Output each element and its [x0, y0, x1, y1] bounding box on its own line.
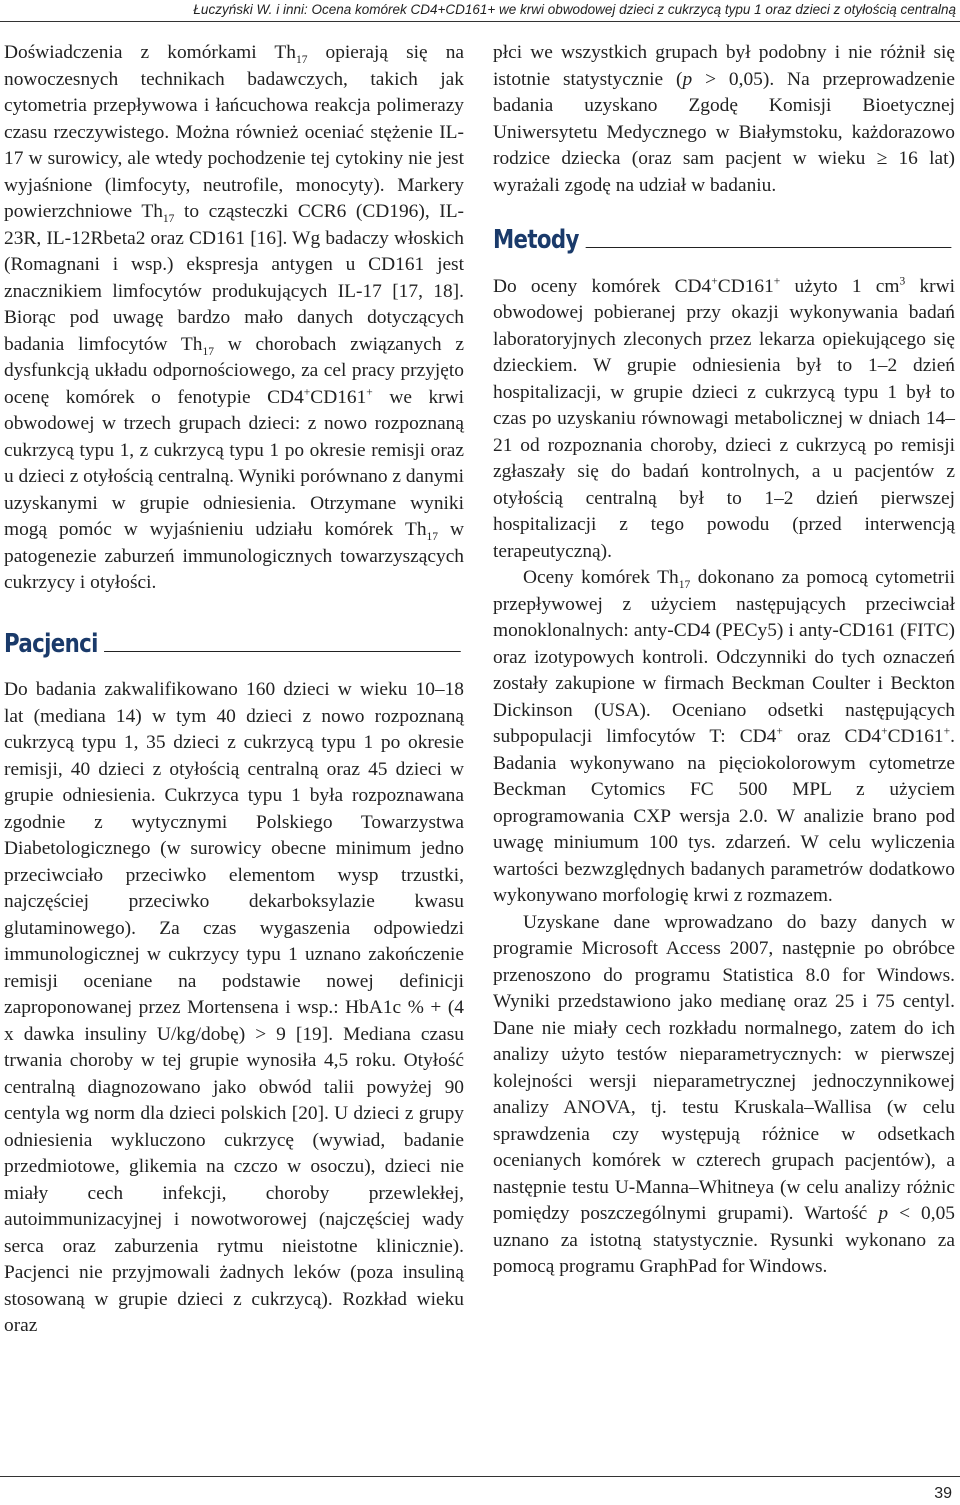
heading-rule: [104, 651, 460, 652]
left-column: [4, 40, 464, 1340]
section-heading-metody: [493, 227, 951, 254]
methods-paragraph-1: Do oceny komórek CD4+CD161+ użyto 1 $cm^3$ krwi obwodowej pobieranej przy okazji wykonywania badań laboratoryjnych zleconych przez lekarza opiekującego się dzieckiem. W grupie odniesienia był to 1–2 dzień hospitalizacji, w grupie dzieci z cukrzycą typu 1 był to czas po uzyskaniu równowagi metabolicznej w dniach 14–21 od rozpoznania choroby, dzieci z cukrzycą po remisji zgłaszały się do badań kontrolnych, a u pacjentów z otyłością centralną był to 1–2 dzień pierwszej hospitalizacji z tego powodu (przed interwencją terapeutyczną).: [493, 275, 955, 562]
patients-paragraph: Do badania zakwalifikowano 160 dzieci w wieku 10–18 lat (mediana 14) w tym 40 dzieci z nowo rozpoznaną cukrzycą typu 1, 35 dzieci z cukrzycą typu 1 po okresie remisji, 40 dzieci z otyłością centralną oraz 45 dzieci w grupie odniesienia. Cukrzyca typu 1 była rozpoznawana zgodnie z wytycznymi Polskiego Towarzystwa Diabetologicznego (w surowicy obecne minimum jedno przeciwciało przeciwko elementom wysp trzustki, najczęściej przeciwko dekarboksylazie kwasu glutaminowego). Za czas wygaszenia odpowiedzi immunologicznej w cukrzycy typu 1 uznano zakończenie remisji oceniane na podstawie nowej definicji zaproponowanej przez Mortensena i wsp.: HbA1c % + (4 x dawka insuliny U/kg/dobę) > 9 [19]. Mediana czasu trwania choroby w tej grupie wynosiła 4,5 roku. Otyłość centralną diagnozowano jako obwód talii powyżej 90 centyla wg norm dla dzieci polskich [20]. U dzieci z grupy odniesienia wykluczono cukrzycę (wywiad, badanie przedmiotowe, glikemia na czczo w osoczu), dzieci nie miały cech infekcji, choroby przewlekłej, autoimmunizacyjnej i nowotworowej (najczęściej wady serca oraz zaburzenia rytmu nieistotne klinicznie). Pacjenci nie przyjmowali żadnych leków (poza insuliną stosowaną w grupie dzieci z cukrzycą). Rozkład wieku oraz: [4, 679, 464, 1336]
section-title: Pacjenci: [4, 628, 98, 659]
section-heading-pacjenci: [4, 628, 460, 659]
section-title: Metody: [493, 225, 579, 255]
methods-paragraph-3: Uzyskane dane wprowadzano do bazy danych w programie Microsoft Access 2007, następnie po obróbce przenoszono do programu Statistica 8.0 for Windows. Wyniki przedstawiono jako medianę oraz 25 i 75 centyl. Dane nie miały cech rozkładu normalnego, zatem do ich analizy użyto testów nieparametrycznych: w pierwszej kolejności wersji nieparametrycznej jednoczynnikowej analizy ANOVA, tj. testu Kruskala–Wallisa (w celu sprawdzenia czy występują różnice w odsetkach ocenianych komórek w czterech grupach pacjentów), a następnie testu U-Manna–Whitneya (w celu analizy różnic pomiędzy poszczególnymi grupami). Wartość p < 0,05 uznano za istotną statystycznie. Rysunki wykonano za pomocą programu GraphPad for Windows.: [493, 911, 955, 1277]
continuation-paragraph: płci we wszystkich grupach był podobny i nie różnił się istotnie statystycznie (p > 0,05). Na przeprowadzenie badania uzyskano Zgodę Komisji Bioetycznej Uniwersytetu Medycznego w Białymstoku, każdorazowo rodzice dziecka (oraz sam pacjent w wieku ≥ 16 lat) wyrażali zgodę na udział w badaniu.: [493, 42, 955, 196]
right-column: [493, 40, 955, 1281]
intro-paragraph: Doświadczenia z komórkami $Th_{17}$ opierają się na nowoczesnych technikach badawczych, takich jak cytometria przepływowa i łańcuchowa reakcja polimerazy czasu rzeczywistego. Można również oceniać stężenie IL-17 w surowicy, ale wtedy pochodzenie tej cytokiny nie jest wyjaśnione (limfocyty, neutrofile, monocyty). Markery powierzchniowe $Th_{17}$ to cząsteczki CCR6 (CD196), IL-23R, IL-12Rbeta2 oraz CD161 [16]. Wg badaczy włoskich (Romagnani i wsp.) ekspresja antygen u CD161 jest znacznikiem limfocytów produkujących IL-17 [17, 18]. Biorąc pod uwagę bardzo mało danych dotyczących badania limfocytów $Th_{17}$ w chorobach związanych z dysfunkcją układu odpornościowego, za cel pracy przyjęto ocenę komórek o fenotypie CD4+CD161+ we krwi obwodowej w trzech grupach dzieci: z nowo rozpoznaną cukrzycą typu 1, z cukrzycą typu 1 po okresie remisji oraz u dzieci z otyłością centralną. Wyniki porównano z danymi uzyskanymi w grupie odniesienia. Otrzymane wyniki mogą pomóc w wyjaśnieniu udziału komórek $Th_{17}$ w patogenezie zaburzeń immunologicznych towarzyszących cukrzycy i otyłości.: [4, 42, 465, 593]
footer-rule: [0, 1476, 960, 1477]
page-number: 39: [934, 1485, 952, 1502]
heading-rule: [585, 247, 951, 248]
running-header: Łuczyński W. i inni: Ocena komórek CD4+CD161+ we krwi obwodowej dzieci z cukrzycą typu 1 oraz dzieci z otyłością centralną: [0, 0, 960, 22]
methods-paragraph-2: Oceny komórek $Th_{17}$ dokonano za pomocą cytometrii przepływowej z użyciem następujących przeciwciał monoklonalnych: anty-CD4 (PECy5) i anty-CD161 (FITC) oraz izotypowych kontroli. Odczynniki do tych oznaczeń zostały zakupione w firmach Beckman Coulter i Beckton Dickinson (USA). Oceniano odsetki następujących subpopulacji limfocytów T: CD4+ oraz CD4+CD161+. Badania wykonywano na pięciokolorowym cytometrze Beckman Cytomics FC 500 MPL z użyciem oprogramowania CXP wersja 2.0. W analizie brano pod uwagę miniumum 100 tys. zdarzeń. W celu wyliczenia wartości bezwzględnych badanych parametrów dodatkowo wykonywano morfologię krwi z rozmazem.: [493, 567, 956, 906]
